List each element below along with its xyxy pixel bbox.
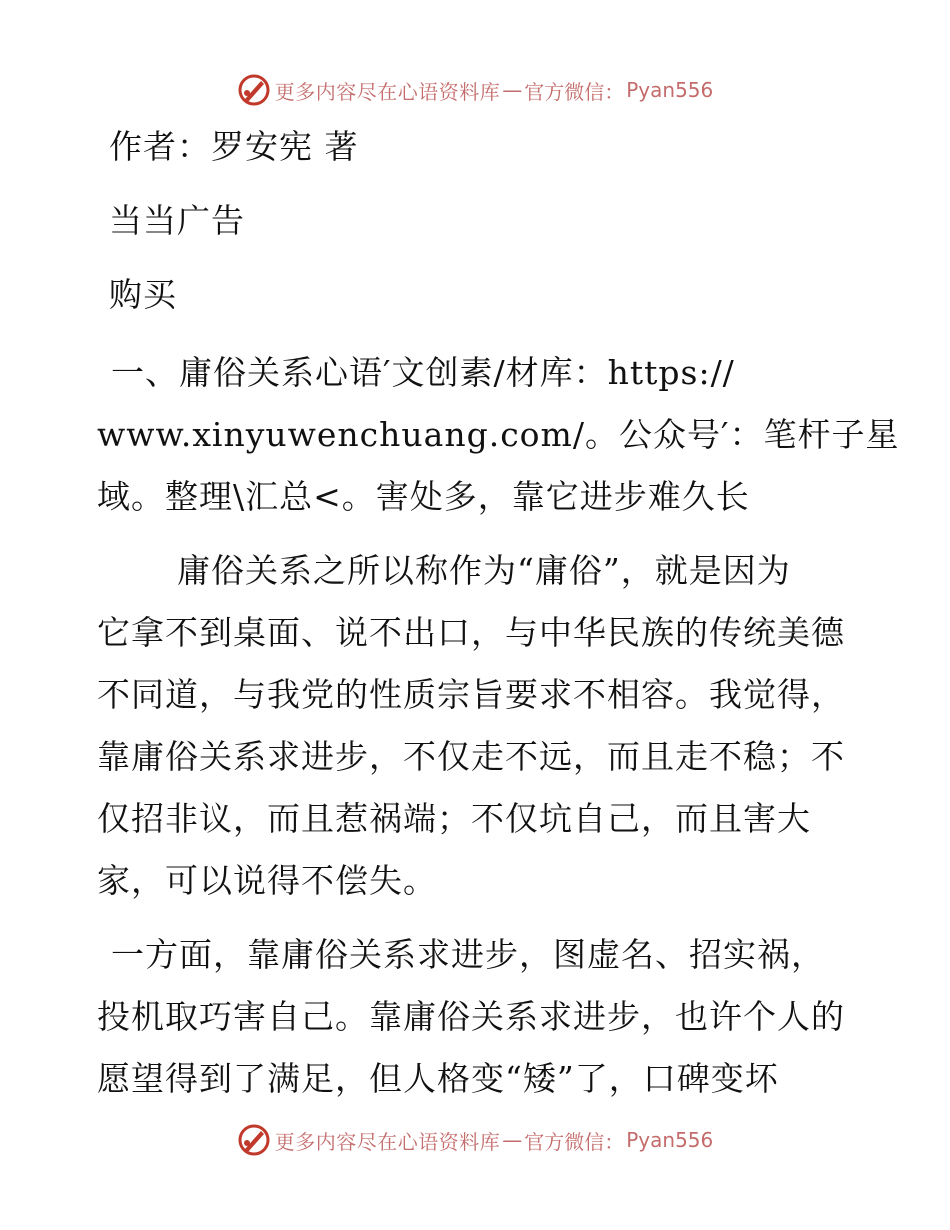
paragraph-line: 一方面，靠庸俗关系求进步，图虚名、招实祸， (111, 935, 825, 974)
paragraph-line: 愿望得到了满足，但人格变“矮”了，口碑变坏 (97, 1059, 779, 1098)
paragraph-line: 投机取巧害自己。靠庸俗关系求进步，也许个人的 (97, 997, 845, 1036)
buy-link[interactable]: 购买 (109, 275, 177, 314)
watermark-wechat-label: 官方微信： (524, 79, 625, 104)
watermark-wechat-id: Pyan556 (626, 1128, 714, 1152)
watermark-text: 更多内容尽在心语资料库 (274, 1129, 501, 1154)
paragraph-2 (97, 924, 857, 1110)
paragraph-1 (97, 540, 857, 912)
watermark-dash: — (502, 1128, 523, 1152)
quill-logo-icon (237, 1123, 271, 1157)
header-watermark (0, 70, 950, 110)
document-body (97, 120, 900, 1110)
footer-watermark (0, 1120, 950, 1160)
paragraph-line: 庸俗关系之所以称作为“庸俗”，就是因为 (177, 551, 791, 590)
section-1-heading (97, 342, 900, 528)
author-line: 作者：罗安宪 著 (109, 127, 359, 166)
ad-line: 当当广告 (109, 201, 245, 240)
paragraph-line: 靠庸俗关系求进步，不仅走不远，而且走不稳；不 (97, 737, 845, 776)
watermark-wechat-label: 官方微信： (524, 1129, 625, 1154)
heading-line: 一、庸俗关系心语′文创素/材库：https:// (111, 353, 735, 392)
watermark-text: 更多内容尽在心语资料库 (274, 79, 501, 104)
paragraph-line: 仅招非议，而且惹祸端；不仅坑自己，而且害大 (97, 799, 811, 838)
watermark-dash: — (502, 78, 523, 102)
paragraph-line: 它拿不到桌面、说不出口，与中华民族的传统美德 (97, 613, 845, 652)
quill-logo-icon (237, 73, 271, 107)
watermark-wechat-id: Pyan556 (626, 78, 714, 102)
heading-line: 域。整理\汇总<。害处多，靠它进步难久长 (97, 477, 750, 516)
paragraph-line: 家，可以说得不偿失。 (97, 861, 437, 900)
paragraph-line: 不同道，与我党的性质宗旨要求不相容。我觉得， (97, 675, 845, 714)
heading-line: www.xinyuwenchuang.com/。公众号′：笔杆子星 (97, 415, 900, 454)
